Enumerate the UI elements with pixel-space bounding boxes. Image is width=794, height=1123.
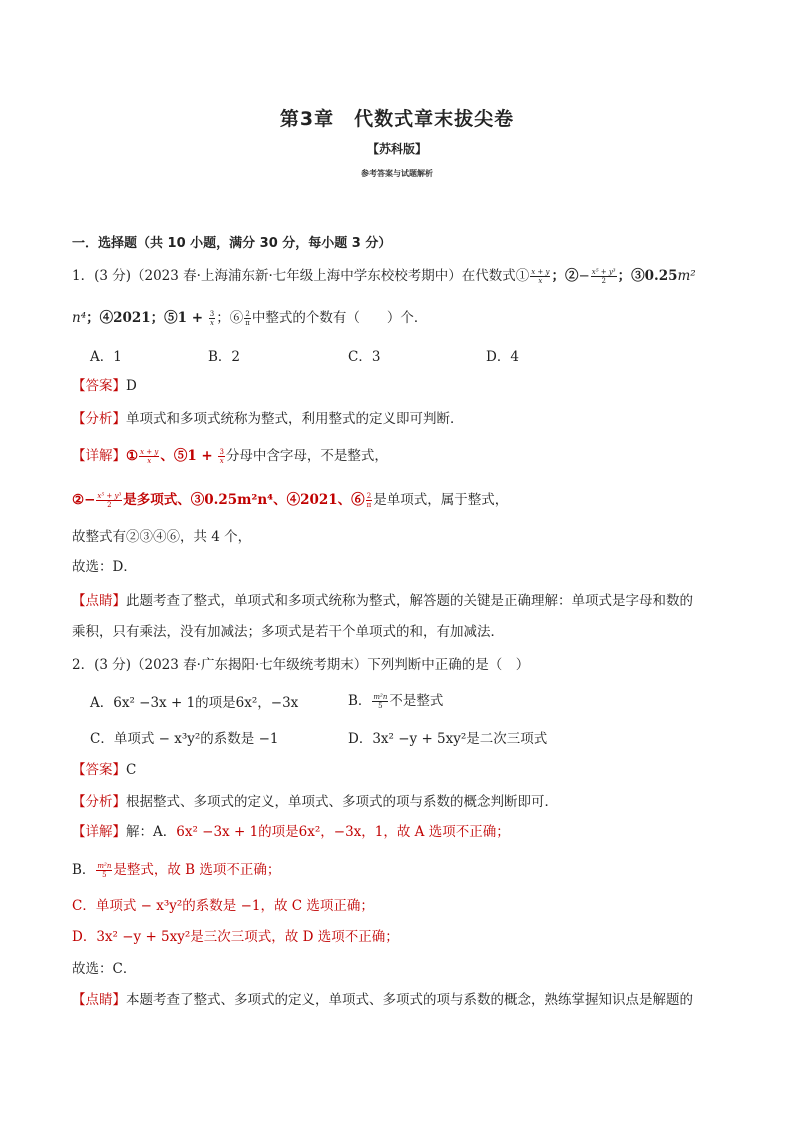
document-subtitle: 参考答案与试题解析 bbox=[361, 169, 433, 178]
q2-detail-line2: B． $\frac{\text{m²n}}{5}$ 是整式，故 B 选项不正确； bbox=[72, 862, 281, 879]
q2-analysis: 【分析】根据整式、多项式的定义，单项式、多项式的项与系数的概念判断即可． bbox=[72, 794, 558, 810]
edition-label: 【苏科版】 bbox=[366, 142, 427, 156]
q1-expr5: $\frac{3}{x}$ bbox=[209, 310, 215, 327]
q1-detail-line3: 故整式有②③④⑥，共 4 个， bbox=[72, 529, 252, 545]
q2-stem: 2．(3 分)（2023 春·广东揭阳·七年级统考期末）下列判断中正确的是（ ） bbox=[72, 657, 530, 673]
document-title: 第3章 代数式章末拔尖卷 bbox=[279, 108, 515, 130]
q1-expr2: $\frac{\text{x⁵ + y³}}{2}$ bbox=[591, 268, 616, 285]
q1-option-c: C．3 bbox=[348, 349, 381, 365]
q1-comment-line1: 【点睛】此题考查了整式，单项式和多项式统称为整式，解答题的关键是正确理解：单项式是字母和数的 bbox=[72, 593, 693, 609]
section-heading: 一．选择题（共 10 小题，满分 30 分，每小题 3 分） bbox=[72, 236, 392, 251]
q1-choice: 故选：D． bbox=[72, 559, 137, 575]
q2-detail-line3: C．单项式 − x³y²的系数是 −1，故 C 选项正确； bbox=[72, 898, 374, 914]
q1-stem-line1: 1．(3 分)（2023 春·上海浦东新·七年级上海中学东校校考期中）在代数式① $\frac{x + y}{x}$ ；②− $\frac{\text{x⁵ + y³}}{2}$ ；③0.25m² bbox=[72, 268, 696, 285]
q1-comment-line2: 乘积，只有乘法，没有加减法；多项式是若干个单项式的和，有加减法． bbox=[72, 624, 504, 640]
q1-answer: 【答案】D bbox=[72, 378, 137, 394]
q2-choice: 故选：C． bbox=[72, 961, 137, 977]
q2-option-a: A．6x² −3x + 1的项是6x²，−3x bbox=[90, 695, 299, 711]
q2-option-b: B． $\frac{\text{m²n}}{5}$ 不是整式 bbox=[348, 693, 444, 710]
q1-option-a: A．1 bbox=[90, 349, 122, 365]
q2-option-d: D．3x² −y + 5xy²是二次三项式 bbox=[348, 731, 548, 747]
q2-answer: 【答案】C bbox=[72, 762, 137, 778]
q1-detail-line1: 【详解】① $\frac{x + y}{x}$ 、⑤1 + $\frac{3}{x}$ 分母中含字母，不是整式， bbox=[72, 448, 388, 465]
q1-stem-line2: n⁴；④2021；⑤1 + $\frac{3}{x}$ ；⑥ $\frac{2}{\pi}$ 中整式的个数有（ ）个． bbox=[72, 310, 428, 327]
q1-analysis: 【分析】单项式和多项式统称为整式，利用整式的定义即可判断． bbox=[72, 411, 464, 427]
q2-option-c: C．单项式 − x³y²的系数是 −1 bbox=[90, 731, 279, 747]
q1-stem-prefix: 1．(3 分)（2023 春·上海浦东新·七年级上海中学东校校考期中）在代数式① bbox=[72, 268, 530, 284]
q1-option-d: D．4 bbox=[486, 349, 519, 365]
q2-detail-line4: D．3x² −y + 5xy²是三次三项式，故 D 选项不正确； bbox=[72, 929, 399, 945]
q1-detail-line2: ②− $\frac{\text{x⁵ + y³}}{2}$ 是多项式、③0.25m²n⁴、④2021、⑥ $\frac{2}{\pi}$ 是单项式，属于整式， bbox=[72, 492, 509, 509]
q1-expr1: $\frac{x + y}{x}$ bbox=[531, 268, 550, 285]
q2-comment-line1: 【点睛】本题考查了整式、多项式的定义，单项式、多项式的项与系数的概念，熟练掌握知识点是解题的 bbox=[72, 992, 693, 1008]
q2-detail-line1: 【详解】解：A．6x² −3x + 1的项是6x²，−3x，1，故 A 选项不正确； bbox=[72, 824, 510, 840]
q1-expr6: $\frac{2}{\pi}$ bbox=[245, 310, 250, 327]
q1-option-b: B．2 bbox=[208, 349, 241, 365]
